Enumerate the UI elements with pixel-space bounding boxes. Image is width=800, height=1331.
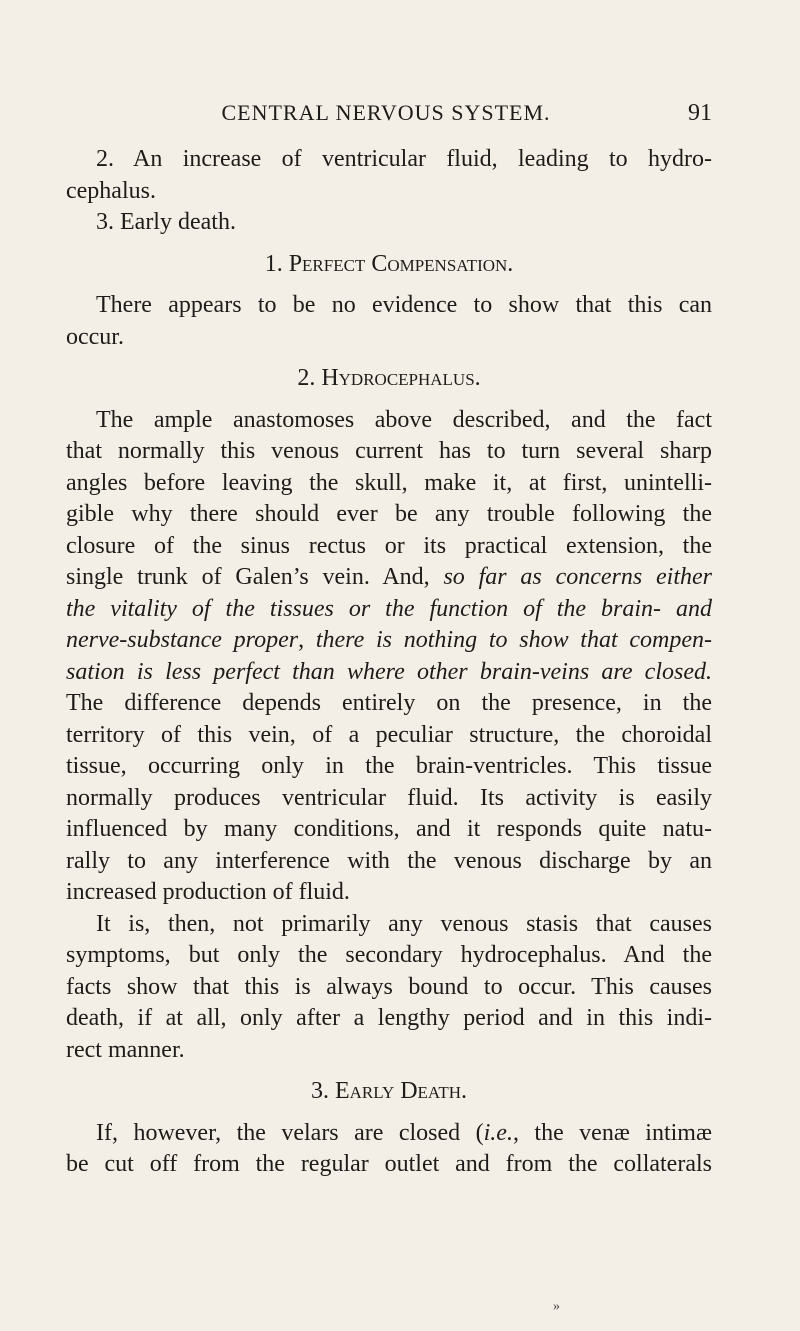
text-run: ,	[298, 627, 316, 653]
text-line: The difference depends entirely on the presence, in the	[66, 690, 712, 716]
list-item-3: 3. Early death.	[96, 209, 236, 235]
paragraph	[66, 909, 712, 1067]
text-line: cephalus.	[66, 177, 156, 204]
text-run: single trunk of Galen’s vein. And,	[66, 564, 444, 590]
text-line	[66, 562, 712, 594]
text-line: symptoms, but only the secondary hydrocephalus. And the	[66, 942, 712, 968]
section-heading-early-death: 3. Early Death.	[310, 1078, 467, 1104]
text-line: normally produces ventricular fluid. Its activity is easily	[66, 784, 712, 811]
text-line: influenced by many conditions, and it responds quite natu-	[66, 816, 712, 842]
paragraph	[66, 405, 712, 909]
italic-run: i.e.	[483, 1119, 513, 1146]
italic-run: so far as concerns either	[443, 564, 712, 590]
text-line: that normally this venous current has to turn several sharp	[66, 438, 712, 464]
italic-run: nerve-substance proper	[66, 627, 299, 653]
text-line: There appears to be no evidence to show that this can	[96, 292, 712, 318]
paragraph	[66, 290, 712, 353]
text-line: territory of this vein, of a peculiar structure, the choroidal	[66, 721, 712, 748]
paragraph	[66, 1118, 712, 1181]
text-line: The ample anastomoses above described, and the fact	[96, 406, 712, 433]
section-heading-perfect-compensation: 1. Perfect Compensation.	[264, 250, 514, 277]
text-line: death, if at all, only after a lengthy period and in this indi-	[66, 1005, 712, 1031]
page-header	[60, 100, 712, 132]
text-line: facts show that this is always bound to occur. This causes	[66, 973, 712, 1000]
text-line: It is, then, not primarily any venous stasis that causes	[96, 910, 712, 937]
text-line: rect manner.	[66, 1036, 185, 1063]
text-line: be cut off from the regular outlet and from the collaterals	[66, 1151, 712, 1177]
text-line: 2. An increase of ventricular fluid, leading to hydro-	[96, 146, 712, 172]
text-line	[66, 625, 712, 657]
italic-line: sation is less perfect than where other brain-veins are closed.	[66, 658, 712, 685]
printer-mark: »	[553, 1299, 560, 1314]
body-text	[66, 144, 712, 1181]
italic-line: the vitality of the tissues or the function of the brain- and	[66, 595, 712, 622]
page-number: 91	[688, 100, 712, 126]
list-item-2	[66, 144, 712, 207]
text-line: rally to any interference with the venous discharge by an	[66, 847, 712, 874]
text-line: gible why there should ever be any trouble following the	[66, 501, 712, 527]
section-heading-hydrocephalus: 2. Hydrocephalus.	[297, 365, 481, 391]
italic-run: there is nothing to show that compen-	[315, 627, 712, 653]
text-line	[66, 1118, 712, 1150]
text-line: occur.	[66, 323, 124, 350]
text-run: , the venæ intimæ	[512, 1119, 712, 1146]
text-run: If, however, the velars are closed (	[96, 1119, 484, 1146]
text-line: increased production of fluid.	[66, 879, 350, 905]
text-line: tissue, occurring only in the brain-ventricles. This tissue	[66, 753, 712, 779]
running-head: CENTRAL NERVOUS SYSTEM.	[221, 100, 551, 125]
text-line: angles before leaving the skull, make it, at first, unintelli-	[66, 469, 712, 496]
text-line: closure of the sinus rectus or its practical extension, the	[66, 532, 712, 559]
